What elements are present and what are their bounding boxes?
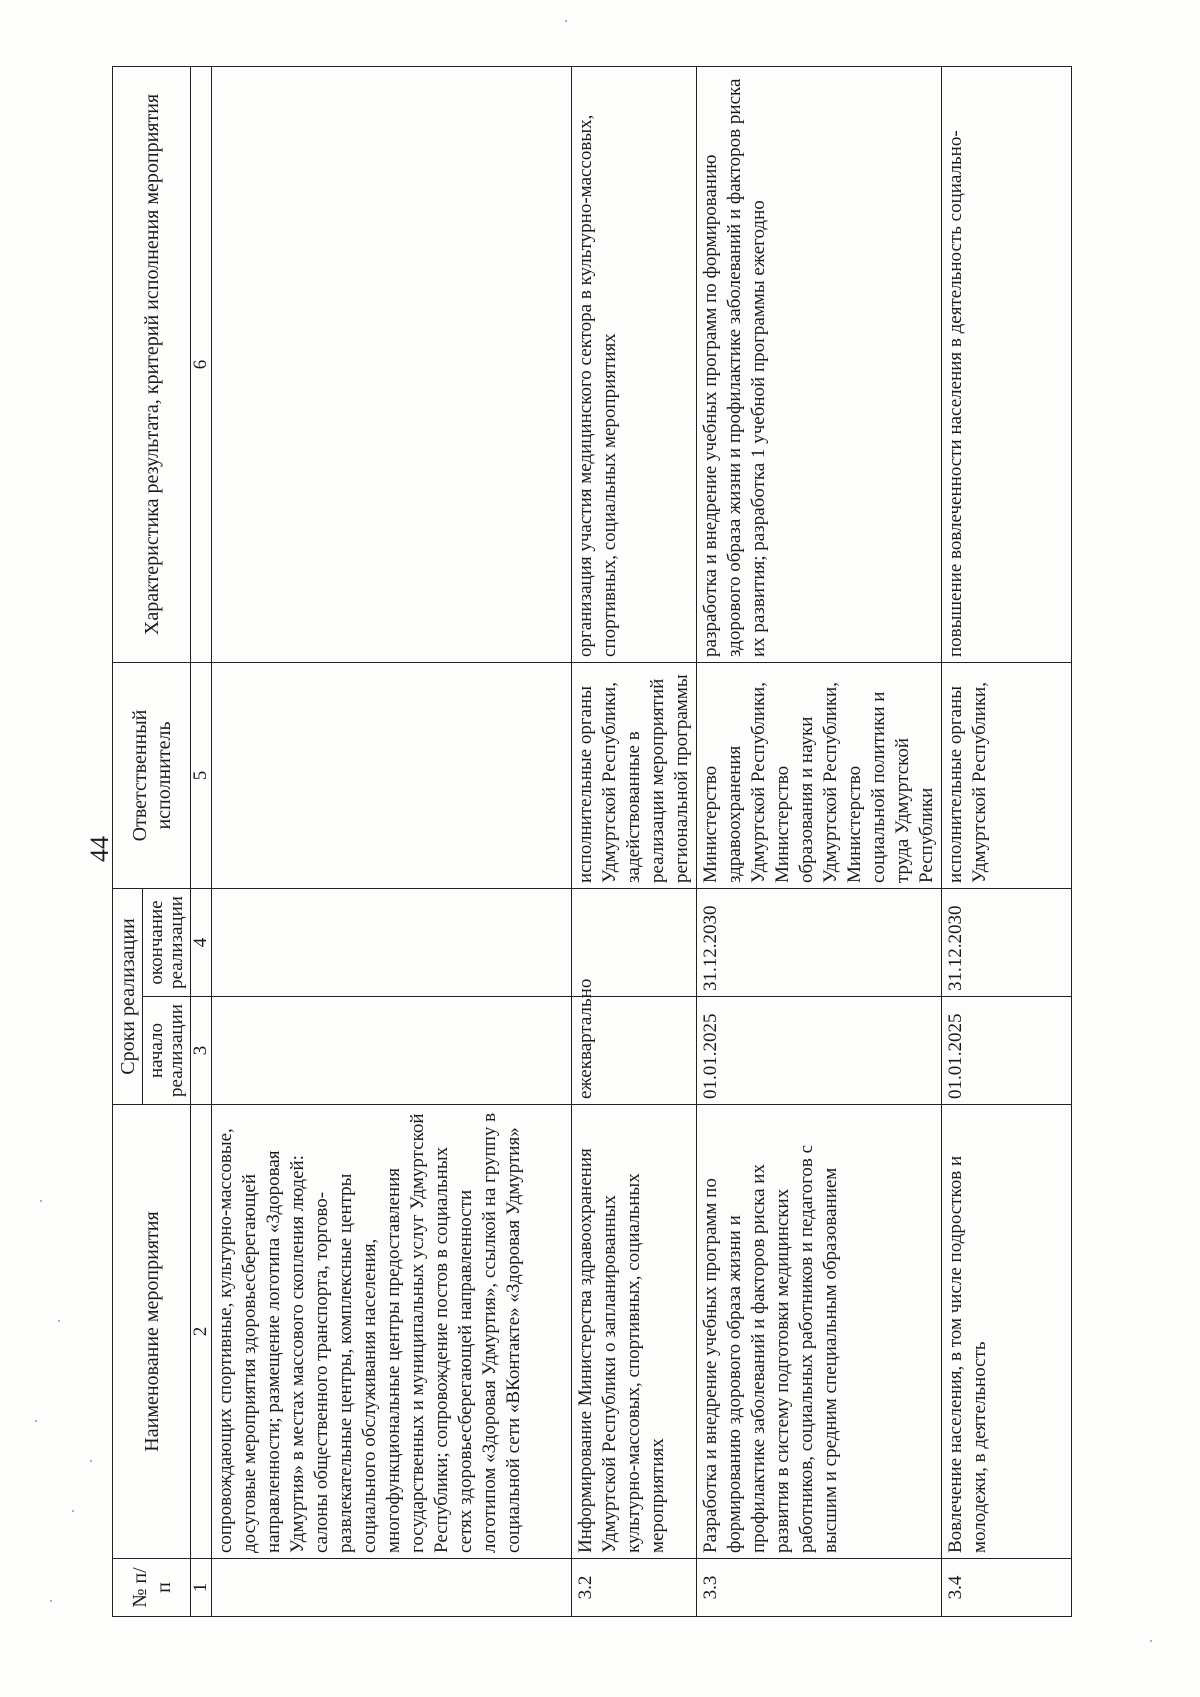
row-end xyxy=(212,888,572,996)
table-row xyxy=(212,66,572,1616)
row-executor: исполнительные органы Удмуртской Республики, xyxy=(942,662,1072,888)
row-start: ежеквартально xyxy=(572,997,697,1105)
rotated-table-container xyxy=(112,67,1072,1617)
row-name: Разработка и внедрение учебных программ по формированию здорового образа жизни и профилактике заболеваний и факторов риска их развития в систему подготовки медицинских работников, социальных работников и педагогов с высшим и средним специальным образованием xyxy=(697,1105,942,1559)
column-number: 6 xyxy=(191,66,212,662)
column-numbers-row xyxy=(191,66,212,1616)
column-number: 1 xyxy=(191,1559,212,1617)
row-num: 3.3 xyxy=(697,1559,942,1617)
column-number: 4 xyxy=(191,888,212,996)
header-period: Сроки реализации xyxy=(113,888,143,1104)
table-row xyxy=(697,66,942,1616)
row-result: повышение вовлеченности населения в деятельность социально- xyxy=(942,66,1072,662)
row-executor xyxy=(212,662,572,888)
activities-table xyxy=(112,66,1072,1617)
header-num: № п/п xyxy=(113,1559,191,1617)
row-result: организация участия медицинского сектора в культурно-массовых, спортивных, социальных мероприятиях xyxy=(572,66,697,662)
row-num xyxy=(212,1559,572,1617)
header-name: Наименование мероприятия xyxy=(113,1105,191,1559)
column-number: 5 xyxy=(191,662,212,888)
row-name: Информирование Министерства здравоохранения Удмуртской Республики о запланированных культурно-массовых, спортивных, социальных мероприятиях xyxy=(572,1105,697,1559)
row-start xyxy=(212,997,572,1105)
row-end: 31.12.2030 xyxy=(697,888,942,996)
page-number: 44 xyxy=(85,836,114,862)
header-end: окончание реализации xyxy=(143,888,191,996)
header-executor: Ответственный исполнитель xyxy=(113,662,191,888)
column-number: 2 xyxy=(191,1105,212,1559)
row-end: 31.12.2030 xyxy=(942,888,1072,996)
row-executor: исполнительные органы Удмуртской Республики, задействованные в реализации мероприятий региональной программы xyxy=(572,662,697,888)
row-executor: Министерство здравоохранения Удмуртской Республики, Министерство образования и науки Удмуртской Республики, Министерство социальной политики и труда Удмуртской Республики xyxy=(697,662,942,888)
table-row xyxy=(572,66,697,1616)
column-number: 3 xyxy=(191,997,212,1105)
header-result: Характеристика результата, критерий исполнения мероприятия xyxy=(113,66,191,662)
row-result: разработка и внедрение учебных программ по формированию здорового образа жизни и профилактике заболеваний и факторов риска их развития; разработка 1 учебной программы ежегодно xyxy=(697,66,942,662)
row-name: сопровождающих спортивные, культурно-массовые, досуговые мероприятия здоровьесберегающей направленности; размещение логотипа «Здоровая Удмуртия» в местах массового скопления людей: салоны общественного транспорта, торгово-развлекательные центры, комплексные центры социального обслуживания населения, многофункциональные центры предоставления государственных и муниципальных услуг Удмуртской Республики; сопровождение постов в социальных сетях здоровьесберегающей направленности логотипом «Здоровая Удмуртия», ссылкой на группу в социальной сети «ВКонтакте» «Здоровая Удмуртия» xyxy=(212,1105,572,1559)
row-name: Вовлечение населения, в том числе подростков и молодежи, в деятельность xyxy=(942,1105,1072,1559)
row-start: 01.01.2025 xyxy=(697,997,942,1105)
row-start: 01.01.2025 xyxy=(942,997,1072,1105)
header-start: начало реализации xyxy=(143,997,191,1105)
row-num: 3.2 xyxy=(572,1559,697,1617)
row-num: 3.4 xyxy=(942,1559,1072,1617)
row-result xyxy=(212,66,572,662)
table-row xyxy=(942,66,1072,1616)
